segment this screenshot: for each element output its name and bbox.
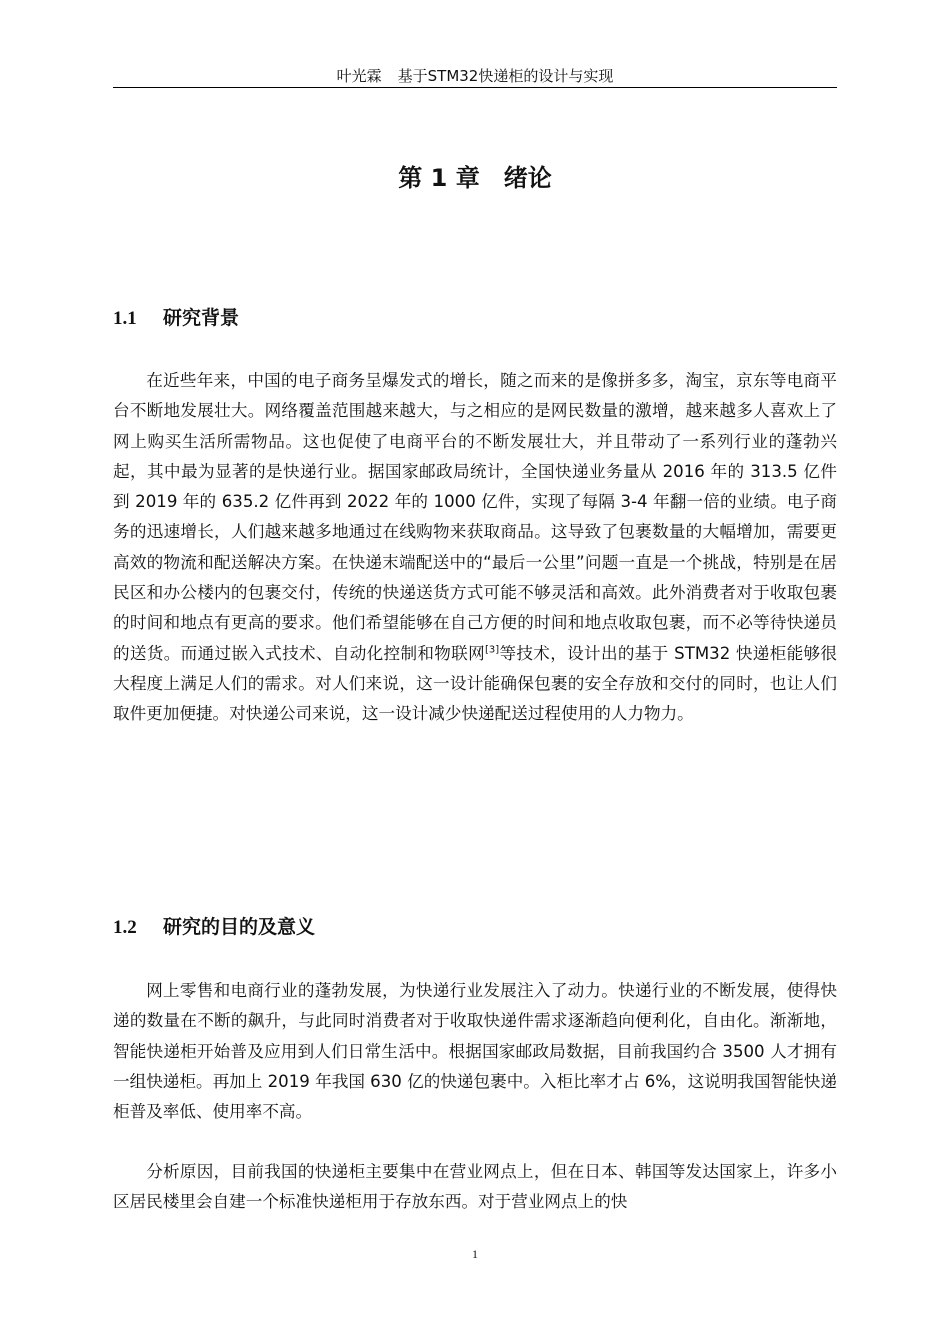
- header-author: 叶光霖: [336, 67, 382, 85]
- section-number: 1.1: [113, 308, 137, 329]
- page-number: 1: [472, 1247, 478, 1261]
- section-heading-1-2: [113, 913, 837, 942]
- paragraph-text: 在近些年来，中国的电子商务呈爆发式的增长，随之而来的是像拼多多，淘宝，京东等电商平台不断地发展壮大。网络覆盖范围越来越大，与之相应的是网民数量的激增，越来越多人喜欢上了网上购买生活所需物品。这也促使了电商平台的不断发展壮大，并且带动了一系列行业的蓬勃兴起，其中最为显著的是快递行业。据国家邮政局统计，全国快递业务量从 2016 年的 313.5 亿件到 2019 年的 635.2 亿件再到 2022 年的 1000 亿件，实现了每隔 3-4 年翻一倍的业绩。电子商务的迅速增长，人们越来越多地通过在线购物来获取商品。这导致了包裹数量的大幅增加，需要更高效的物流和配送解决方案。在快递末端配送中的“最后一公里”问题一直是一个挑战，特别是在居民区和办公楼内的包裹交付，传统的快递送货方式可能不够灵活和高效。此外消费者对于收取包裹的时间和地点有更高的要求。他们希望能够在自己方便的时间和地点收取包裹，而不必等待快递员的送货。而通过嵌入式技术、自动化控制和物联网: [113, 371, 837, 663]
- citation: [3]: [485, 644, 500, 656]
- paragraph-text-continued: 等技术，设计出的基于 STM32 快递柜能够很大程度上满足人们的需求。对人们来说，这一设计能确保包裹的安全存放和交付的同时，也让人们取件更加便捷。对快递公司来说，这一设计减少快递配送过程使用的人力物力。: [113, 643, 837, 724]
- paragraph-purpose: 网上零售和电商行业的蓬勃发展，为快递行业发展注入了动力。快递行业的不断发展，使得快递的数量在不断的飙升，与此同时消费者对于收取快递件需求逐渐趋向便利化，自由化。渐渐地，智能快递柜开始普及应用到人们日常生活中。根据国家邮政局数据，目前我国约合 3500 人才拥有一组快递柜。再加上 2019 年我国 630 亿的快递包裹中。入柜比率才占 6%，这说明我国智能快递柜普及率低、使用率不高。: [113, 981, 837, 1122]
- section-title: 研究背景: [163, 307, 240, 329]
- paragraph-background: [113, 366, 837, 730]
- section-number: 1.2: [113, 917, 137, 938]
- chapter-number: 第 1 章: [398, 164, 480, 192]
- header-title: 基于STM32快递柜的设计与实现: [397, 67, 614, 85]
- chapter-title: 绪论: [503, 164, 552, 192]
- running-header: [113, 66, 837, 88]
- chapter-heading: [113, 160, 837, 196]
- section-title: 研究的目的及意义: [163, 916, 316, 938]
- section-heading-1-1: [113, 304, 837, 333]
- paragraph-analysis: 分析原因，目前我国的快递柜主要集中在营业网点上，但在日本、韩国等发达国家上，许多小区居民楼里会自建一个标准快递柜用于存放东西。对于营业网点上的快: [113, 1162, 837, 1212]
